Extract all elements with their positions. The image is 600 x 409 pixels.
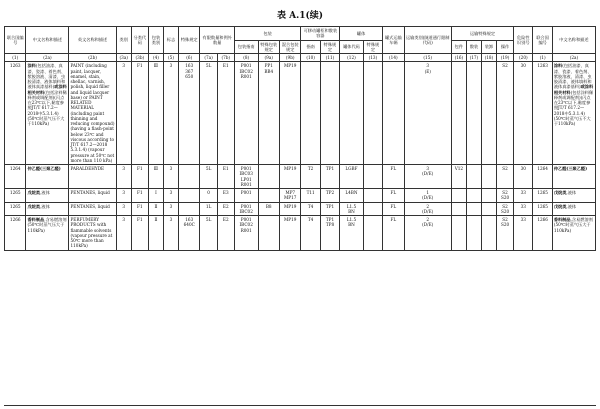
column-number: (7a) (200, 54, 217, 62)
label: 3 (163, 202, 178, 216)
table-body (5, 62, 596, 250)
table-row (5, 62, 596, 165)
ts-operation: S2 S20 (496, 202, 513, 216)
header-transport-cat: 运输类别(隧道通行限制代码) (404, 27, 451, 54)
table-row (5, 202, 596, 216)
column-number: (12) (340, 54, 364, 62)
un-number-2: 1266 (533, 216, 552, 251)
header-tank: 罐体 (340, 27, 383, 41)
header-portable: 可移动罐柜和散装容器 (301, 27, 340, 41)
transport-category: 2 (D/E) (404, 202, 451, 216)
cn-name-2: 香料制品,含易燃溶剂(50℃时蒸气压大于110kPa) (552, 216, 595, 251)
table-title: 表 A.1(续) (276, 11, 324, 21)
mixed-packing: MP7 MP17 (279, 189, 300, 203)
column-number: (18) (481, 54, 496, 62)
column-number: (2a) (552, 54, 595, 62)
excepted-quantity: E1 (217, 62, 234, 165)
class: 3 (116, 202, 131, 216)
ts-bulk (466, 189, 481, 203)
mixed-packing: MP19 (279, 202, 300, 216)
cn-name: 戊烷类,液体 (26, 202, 69, 216)
packing-group: Ⅲ (148, 62, 163, 165)
header-transport-special: 运输特殊规定 (451, 27, 513, 41)
packing-group: Ⅱ (148, 216, 163, 251)
portable-tank-instruction: T4 (301, 216, 320, 251)
column-number: (20) (514, 54, 533, 62)
header-pack-inst: 包装指南 (234, 40, 258, 54)
ts-loading (481, 216, 496, 251)
special-provisions (179, 165, 200, 189)
ts-operation: S2 (496, 165, 513, 189)
column-number: (1) (5, 54, 26, 62)
ts-package (451, 189, 466, 203)
class-code: F1 (131, 189, 148, 203)
mixed-packing: MP19 (279, 165, 300, 189)
hazard-id: 33 (514, 216, 533, 251)
un-number: 1264 (5, 165, 26, 189)
tank-special (363, 202, 382, 216)
column-number: (11) (320, 54, 339, 62)
table-row (5, 216, 596, 251)
table-row (5, 189, 596, 203)
limited-quantity: 5L (200, 216, 217, 251)
column-number: (3a) (116, 54, 131, 62)
header-label: 标志 (163, 27, 178, 54)
tank-special (363, 216, 382, 251)
ts-package (451, 202, 466, 216)
limited-quantity: 5L (200, 62, 217, 165)
header-ts-op: 操作 (496, 40, 513, 54)
un-number: 1263 (5, 62, 26, 165)
tank-vehicle: FL (383, 216, 404, 251)
packing-instruction: P001 IBC02 R001 (234, 216, 258, 251)
tank-code: LGBF (340, 165, 364, 189)
portable-tank-instruction: T2 (301, 165, 320, 189)
ts-package (451, 62, 466, 165)
en-name: PAINT (including paint, lacquer, enamel, stain, shellac, varnish, polish, liquid filler and liquid lacquer base) or PAINT RELATED MATERIAL (including paint thinning and reducing compound) (having a flash-point below 23℃ and viscous according to JT/T 617.2—2018 5.3.1.4) (vapour pressure at 50℃ not more than 110 kPa) (70, 63, 115, 163)
column-number: (13) (363, 54, 382, 62)
column-number: (3b) (131, 54, 148, 62)
tank-code: L1.5 BN (340, 216, 364, 251)
class: 3 (116, 189, 131, 203)
mixed-packing: MP19 (279, 216, 300, 251)
class: 3 (116, 216, 131, 251)
un-number-2: 1264 (533, 165, 552, 189)
special-provisions: 163 640C (179, 216, 200, 251)
en-name: PERFUMERY PRODUCTS with flammable solvents (vapour pressure at 50℃ more than 110kPa) (69, 216, 116, 251)
un-number-2: 1265 (533, 189, 552, 203)
class: 3 (116, 62, 131, 165)
tank-vehicle: FL (383, 189, 404, 203)
column-number: (8) (234, 54, 258, 62)
header-limited: 有限数量和例外数量 (200, 27, 234, 54)
portable-tank-instruction: T4 (301, 202, 320, 216)
excepted-quantity: E3 (217, 189, 234, 203)
header-tank-code: 罐体代码 (340, 40, 364, 54)
hazard-id: 33 (514, 202, 533, 216)
un-number: 1265 (5, 202, 26, 216)
special-packing (258, 189, 279, 203)
tank-vehicle: FL (383, 202, 404, 216)
packing-group: Ⅲ (148, 165, 163, 189)
transport-category: 3 (D/E) (404, 165, 451, 189)
label: 3 (163, 62, 178, 165)
ts-package (451, 216, 466, 251)
column-number: (16) (451, 54, 466, 62)
header-class: 类别 (116, 27, 131, 54)
packing-instruction: P001 IBC02 (234, 202, 258, 216)
class: 3 (116, 165, 131, 189)
cn-name-2: 戊烷类,液体 (552, 189, 595, 203)
tank-special (363, 165, 382, 189)
ts-bulk (466, 165, 481, 189)
packing-group: Ⅰ (148, 189, 163, 203)
ts-package: V12 (451, 165, 466, 189)
en-name: PARALDEHYDE (69, 165, 116, 189)
special-packing (258, 165, 279, 189)
special-provisions: 163 367 650 (179, 62, 200, 165)
portable-tank-instruction: T11 (301, 189, 320, 203)
header-port-special: 特殊规定 (320, 40, 339, 54)
header-un-no-2: 联合国编号 (533, 27, 552, 54)
en-name: PENTANES, liquid (69, 189, 116, 203)
header-en-name: 英文名称和描述 (69, 27, 116, 54)
column-number: (5) (163, 54, 178, 62)
header-ts-pack: 包件 (451, 40, 466, 54)
un-number-2: 1265 (533, 202, 552, 216)
ts-operation: S2 S20 (496, 189, 513, 203)
mixed-packing: MP19 (279, 62, 300, 165)
header-cn-name-2: 中文名称和描述 (552, 27, 595, 54)
excepted-quantity: E2 (217, 216, 234, 251)
en-name: PENTANES, liquid (69, 202, 116, 216)
packing-group: Ⅱ (148, 202, 163, 216)
class-code: F1 (131, 62, 148, 165)
column-number: (17) (466, 54, 481, 62)
header-un-no: 联合国编号 (5, 27, 26, 54)
ts-operation: S2 S20 (496, 216, 513, 251)
tank-code: L4BN (340, 189, 364, 203)
tank-special (363, 189, 382, 203)
cn-name-2: 仲乙醛(三聚乙醛) (552, 165, 595, 189)
portable-tank-special: TP1 (320, 165, 339, 189)
special-packing: PP1 BB4 (258, 62, 279, 165)
transport-category: 2 (D/E) (404, 216, 451, 251)
header-mixed-pack: 混合包装规定 (279, 40, 300, 54)
limited-quantity: 5L (200, 165, 217, 189)
column-number: (2b) (69, 54, 116, 62)
ts-bulk (466, 62, 481, 165)
special-provisions (179, 202, 200, 216)
header-packing-group: 包装类别 (148, 27, 163, 54)
packing-instruction: P001 IBC03 LP01 R001 (234, 165, 258, 189)
tank-code: L1.5 BN (340, 202, 364, 216)
transport-category: 3 (E) (404, 62, 451, 165)
cn-name-2: 涂料(包括油漆、真漆、瓷漆、着色剂、紫胶溶液、清漆、虫胶清漆、液体填料和液体真漆基料)或涂料相关材料(包括涂料稀释剂或调配剂)(闪点在23℃以下,黏度参照JT/T 617.2—2018中5.3.1.4)(50℃时蒸气压不大于110kPa) (552, 62, 595, 165)
cn-name: 仲乙醛(三聚乙醛) (26, 165, 69, 189)
special-packing (258, 216, 279, 251)
class-code: F1 (131, 165, 148, 189)
packing-instruction: P001 IBC02 R001 (234, 62, 258, 165)
excepted-quantity: E1 (217, 165, 234, 189)
dangerous-goods-table (4, 26, 596, 251)
column-number: (15) (404, 54, 451, 62)
column-number: (6) (179, 54, 200, 62)
column-number: (9b) (279, 54, 300, 62)
table-row (5, 165, 596, 189)
header-vehicle: 罐式运输车辆 (383, 27, 404, 54)
header-ts-load: 装卸 (481, 40, 496, 54)
limited-quantity: 1L (200, 202, 217, 216)
column-number: (7b) (217, 54, 234, 62)
ts-loading (481, 202, 496, 216)
ts-bulk (466, 202, 481, 216)
column-number-row (5, 54, 596, 62)
column-number: (2a) (26, 54, 69, 62)
column-number: (14) (383, 54, 404, 62)
header-special: 特殊规定 (179, 27, 200, 54)
ts-bulk (466, 216, 481, 251)
portable-tank-special: TP1 (320, 202, 339, 216)
portable-tank-instruction (301, 62, 320, 165)
un-number: 1266 (5, 216, 26, 251)
label: 3 (163, 165, 178, 189)
column-number: (4) (148, 54, 163, 62)
column-number: (1) (533, 54, 552, 62)
header-special-pack: 特殊包装规定 (258, 40, 279, 54)
tank-code (340, 62, 364, 165)
hazard-id: 30 (514, 165, 533, 189)
header-port-inst: 指南 (301, 40, 320, 54)
header-tank-special: 特殊规定 (363, 40, 382, 54)
column-number: (19) (496, 54, 513, 62)
bottom-rule (4, 405, 596, 406)
ts-operation: S2 (496, 62, 513, 165)
tank-vehicle: FL (383, 165, 404, 189)
hazard-id: 33 (514, 189, 533, 203)
portable-tank-special (320, 62, 339, 165)
class-code: F1 (131, 216, 148, 251)
tank-vehicle (383, 62, 404, 165)
ts-loading (481, 165, 496, 189)
cn-name: 戊烷类,液体 (26, 189, 69, 203)
header-packaging: 包装 (234, 27, 301, 41)
un-number: 1265 (5, 189, 26, 203)
hazard-id: 30 (514, 62, 533, 165)
tank-special (363, 62, 382, 165)
excepted-quantity: E2 (217, 202, 234, 216)
limited-quantity: 0 (200, 189, 217, 203)
header-ts-bulk: 散装 (466, 40, 481, 54)
header-cn-name: 中文名称和描述 (26, 27, 69, 54)
special-packing: B8 (258, 202, 279, 216)
transport-category: 1 (D/E) (404, 189, 451, 203)
portable-tank-special: TP1 TP8 (320, 216, 339, 251)
special-provisions (179, 189, 200, 203)
cn-name-2: 戊烷类,液体 (552, 202, 595, 216)
column-number: (9a) (258, 54, 279, 62)
cn-name: 香料制品,含易燃溶剂(50℃时蒸气压大于110kPa) (26, 216, 69, 251)
cn-name: 涂料(包括油漆、真漆、瓷漆、着色剂、紫胶溶液、清漆、虫胶清漆、液体填料和液体真漆基料)或涂料相关材料(包括涂料稀释剂或调配剂)(闪点在23℃以下,黏度参照JT/T 617.2—2018中5.3.1.4)(50℃时蒸气压不大于110kPa) (26, 62, 69, 165)
ts-loading (481, 62, 496, 165)
class-code: F1 (131, 202, 148, 216)
packing-instruction: P001 (234, 189, 258, 203)
portable-tank-special: TP2 (320, 189, 339, 203)
label: 3 (163, 189, 178, 203)
un-number-2: 1263 (533, 62, 552, 165)
column-number: (10) (301, 54, 320, 62)
header-hazard-id: 危险性识别号 (514, 27, 533, 54)
label: 3 (163, 216, 178, 251)
ts-loading (481, 189, 496, 203)
header-class-code: 分类代码 (131, 27, 148, 54)
